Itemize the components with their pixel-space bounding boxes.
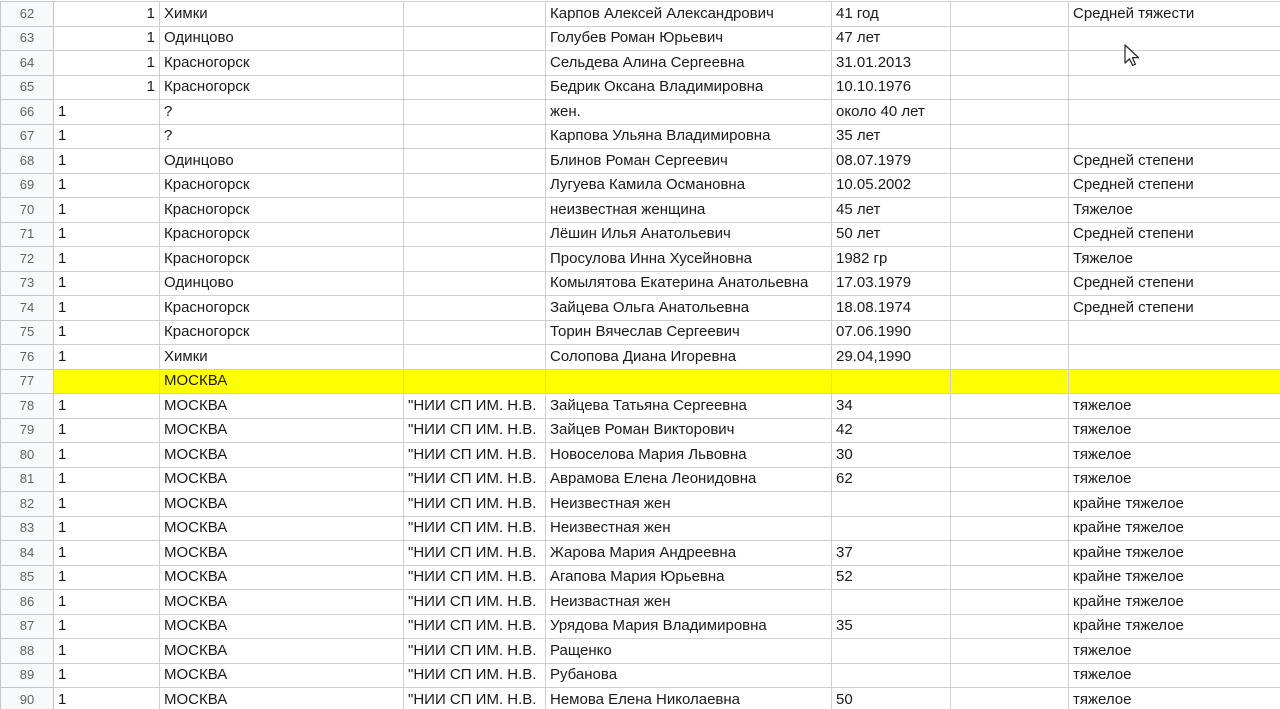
city-cell[interactable]: ? (160, 100, 404, 125)
row-number[interactable]: 74 (1, 296, 54, 321)
count-cell[interactable]: 1 (54, 443, 160, 468)
severity-cell[interactable] (1069, 345, 1280, 370)
patient-name-cell[interactable]: Лёшин Илья Анатольевич (546, 222, 832, 247)
organization-cell[interactable]: "НИИ СП ИМ. Н.В. (404, 492, 546, 517)
table-row (1, 124, 1280, 149)
table-row (1, 541, 1280, 566)
empty-cell[interactable] (951, 247, 1069, 272)
city-cell[interactable]: МОСКВА (160, 639, 404, 664)
row-number[interactable]: 80 (1, 443, 54, 468)
table-row (1, 51, 1280, 76)
count-cell[interactable]: 1 (54, 198, 160, 223)
patient-name-cell[interactable]: Комылятова Екатерина Анатольевна (546, 271, 832, 296)
organization-cell[interactable]: "НИИ СП ИМ. Н.В. (404, 565, 546, 590)
table-body (1, 2, 1280, 709)
city-cell[interactable]: Одинцово (160, 149, 404, 174)
patient-name-cell[interactable]: Сельдева Алина Сергеевна (546, 51, 832, 76)
patient-name-cell[interactable]: Ращенко (546, 639, 832, 664)
patient-name-cell[interactable]: Урядова Мария Владимировна (546, 614, 832, 639)
empty-cell[interactable] (951, 394, 1069, 419)
age-cell[interactable]: 47 лет (832, 26, 951, 51)
table-row (1, 688, 1280, 709)
organization-cell[interactable]: "НИИ СП ИМ. Н.В. (404, 663, 546, 688)
empty-cell[interactable] (951, 75, 1069, 100)
table-row (1, 492, 1280, 517)
count-cell[interactable]: 1 (54, 467, 160, 492)
row-number[interactable]: 69 (1, 173, 54, 198)
patient-name-cell[interactable]: неизвестная женщина (546, 198, 832, 223)
organization-cell[interactable] (404, 75, 546, 100)
table-row (1, 639, 1280, 664)
empty-cell[interactable] (951, 614, 1069, 639)
count-cell[interactable]: 1 (54, 247, 160, 272)
age-cell[interactable]: 30 (832, 443, 951, 468)
count-cell[interactable]: 1 (54, 639, 160, 664)
row-number[interactable]: 64 (1, 51, 54, 76)
severity-cell[interactable]: Средней степени (1069, 222, 1280, 247)
count-cell[interactable]: 1 (54, 541, 160, 566)
empty-cell[interactable] (951, 663, 1069, 688)
age-cell[interactable]: 17.03.1979 (832, 271, 951, 296)
severity-cell[interactable] (1069, 51, 1280, 76)
city-cell[interactable]: МОСКВА (160, 590, 404, 615)
count-cell[interactable]: 1 (54, 222, 160, 247)
row-number[interactable]: 72 (1, 247, 54, 272)
patient-name-cell[interactable]: Зайцева Ольга Анатольевна (546, 296, 832, 321)
count-cell[interactable]: 1 (54, 271, 160, 296)
age-cell[interactable]: 42 (832, 418, 951, 443)
patient-name-cell[interactable]: Неизвестная жен (546, 492, 832, 517)
count-cell[interactable]: 1 (54, 492, 160, 517)
empty-cell[interactable] (951, 100, 1069, 125)
city-cell[interactable]: Красногорск (160, 198, 404, 223)
patient-name-cell[interactable]: Неизвастная жен (546, 590, 832, 615)
row-number[interactable]: 79 (1, 418, 54, 443)
row-number[interactable]: 65 (1, 75, 54, 100)
organization-cell[interactable] (404, 222, 546, 247)
patient-name-cell[interactable]: Торин Вячеслав Сергеевич (546, 320, 832, 345)
severity-cell[interactable]: Тяжелое (1069, 198, 1280, 223)
data-table (0, 1, 1280, 709)
table-row (1, 100, 1280, 125)
patient-name-cell[interactable]: Агапова Мария Юрьевна (546, 565, 832, 590)
mouse-pointer-icon (1123, 44, 1141, 68)
patient-name-cell[interactable]: Голубев Роман Юрьевич (546, 26, 832, 51)
empty-cell[interactable] (951, 443, 1069, 468)
severity-cell[interactable]: Средней тяжести (1069, 2, 1280, 27)
count-cell[interactable]: 1 (54, 51, 160, 76)
row-number[interactable]: 76 (1, 345, 54, 370)
age-cell[interactable]: 50 (832, 688, 951, 709)
row-number[interactable]: 86 (1, 590, 54, 615)
organization-cell[interactable]: "НИИ СП ИМ. Н.В. (404, 516, 546, 541)
severity-cell[interactable] (1069, 26, 1280, 51)
age-cell[interactable] (832, 516, 951, 541)
age-cell[interactable] (832, 492, 951, 517)
city-cell[interactable]: МОСКВА (160, 492, 404, 517)
table-row (1, 173, 1280, 198)
count-cell[interactable]: 1 (54, 124, 160, 149)
organization-cell[interactable]: "НИИ СП ИМ. Н.В. (404, 467, 546, 492)
patient-name-cell[interactable] (546, 369, 832, 394)
city-cell[interactable]: ? (160, 124, 404, 149)
row-number[interactable]: 66 (1, 100, 54, 125)
severity-cell[interactable]: тяжелое (1069, 688, 1280, 709)
patient-name-cell[interactable]: Солопова Диана Игоревна (546, 345, 832, 370)
count-cell[interactable]: 1 (54, 320, 160, 345)
empty-cell[interactable] (951, 149, 1069, 174)
patient-name-cell[interactable]: Карпова Ульяна Владимировна (546, 124, 832, 149)
organization-cell[interactable] (404, 100, 546, 125)
organization-cell[interactable] (404, 149, 546, 174)
age-cell[interactable]: 45 лет (832, 198, 951, 223)
patient-name-cell[interactable]: Рубанова (546, 663, 832, 688)
table-row (1, 2, 1280, 27)
count-cell[interactable]: 1 (54, 75, 160, 100)
city-cell[interactable]: МОСКВА (160, 467, 404, 492)
count-cell[interactable]: 1 (54, 2, 160, 27)
age-cell[interactable] (832, 369, 951, 394)
city-cell[interactable]: МОСКВА (160, 394, 404, 419)
age-cell[interactable]: 31.01.2013 (832, 51, 951, 76)
age-cell[interactable]: 08.07.1979 (832, 149, 951, 174)
age-cell[interactable]: 62 (832, 467, 951, 492)
severity-cell[interactable] (1069, 100, 1280, 125)
age-cell[interactable]: 37 (832, 541, 951, 566)
organization-cell[interactable]: "НИИ СП ИМ. Н.В. (404, 639, 546, 664)
empty-cell[interactable] (951, 271, 1069, 296)
count-cell[interactable]: 1 (54, 173, 160, 198)
age-cell[interactable]: 35 лет (832, 124, 951, 149)
count-cell[interactable]: 1 (54, 345, 160, 370)
count-cell[interactable]: 1 (54, 565, 160, 590)
count-cell[interactable]: 1 (54, 590, 160, 615)
table-row (1, 467, 1280, 492)
city-cell[interactable]: Красногорск (160, 51, 404, 76)
severity-cell[interactable]: крайне тяжелое (1069, 565, 1280, 590)
empty-cell[interactable] (951, 565, 1069, 590)
severity-cell[interactable]: Средней степени (1069, 149, 1280, 174)
severity-cell[interactable]: крайне тяжелое (1069, 614, 1280, 639)
organization-cell[interactable] (404, 173, 546, 198)
organization-cell[interactable] (404, 345, 546, 370)
empty-cell[interactable] (951, 296, 1069, 321)
age-cell[interactable]: 1982 гр (832, 247, 951, 272)
organization-cell[interactable]: "НИИ СП ИМ. Н.В. (404, 394, 546, 419)
table-row (1, 271, 1280, 296)
patient-name-cell[interactable]: Неизвестная жен (546, 516, 832, 541)
age-cell[interactable]: 35 (832, 614, 951, 639)
table-row (1, 198, 1280, 223)
age-cell[interactable]: 07.06.1990 (832, 320, 951, 345)
city-cell[interactable]: Красногорск (160, 320, 404, 345)
age-cell[interactable]: около 40 лет (832, 100, 951, 125)
severity-cell[interactable]: тяжелое (1069, 639, 1280, 664)
empty-cell[interactable] (951, 320, 1069, 345)
table-row (1, 75, 1280, 100)
organization-cell[interactable]: "НИИ СП ИМ. Н.В. (404, 443, 546, 468)
patient-name-cell[interactable]: Блинов Роман Сергеевич (546, 149, 832, 174)
age-cell[interactable]: 50 лет (832, 222, 951, 247)
organization-cell[interactable] (404, 296, 546, 321)
table-row (1, 516, 1280, 541)
row-number[interactable]: 63 (1, 26, 54, 51)
city-cell[interactable]: МОСКВА (160, 418, 404, 443)
age-cell[interactable]: 29.04,1990 (832, 345, 951, 370)
severity-cell[interactable] (1069, 369, 1280, 394)
patient-name-cell[interactable]: Аврамова Елена Леонидовна (546, 467, 832, 492)
age-cell[interactable]: 34 (832, 394, 951, 419)
empty-cell[interactable] (951, 639, 1069, 664)
row-number[interactable]: 84 (1, 541, 54, 566)
severity-cell[interactable]: тяжелое (1069, 467, 1280, 492)
row-number[interactable]: 67 (1, 124, 54, 149)
row-number[interactable]: 78 (1, 394, 54, 419)
table-row (1, 443, 1280, 468)
table-row (1, 418, 1280, 443)
severity-cell[interactable]: Тяжелое (1069, 247, 1280, 272)
age-cell[interactable]: 18.08.1974 (832, 296, 951, 321)
row-number[interactable]: 85 (1, 565, 54, 590)
patient-name-cell[interactable]: Карпов Алексей Александрович (546, 2, 832, 27)
row-number[interactable]: 70 (1, 198, 54, 223)
table-row (1, 345, 1280, 370)
table-row (1, 222, 1280, 247)
age-cell[interactable] (832, 639, 951, 664)
empty-cell[interactable] (951, 173, 1069, 198)
organization-cell[interactable]: "НИИ СП ИМ. Н.В. (404, 688, 546, 709)
organization-cell[interactable] (404, 369, 546, 394)
city-cell[interactable]: МОСКВА (160, 516, 404, 541)
city-cell[interactable]: Красногорск (160, 222, 404, 247)
table-row (1, 149, 1280, 174)
organization-cell[interactable] (404, 320, 546, 345)
count-cell[interactable]: 1 (54, 418, 160, 443)
table-row (1, 590, 1280, 615)
empty-cell[interactable] (951, 541, 1069, 566)
severity-cell[interactable]: Средней степени (1069, 296, 1280, 321)
city-cell[interactable]: МОСКВА (160, 443, 404, 468)
severity-cell[interactable]: тяжелое (1069, 443, 1280, 468)
empty-cell[interactable] (951, 124, 1069, 149)
row-number[interactable]: 71 (1, 222, 54, 247)
age-cell[interactable] (832, 663, 951, 688)
patient-name-cell[interactable]: Жарова Мария Андреевна (546, 541, 832, 566)
empty-cell[interactable] (951, 516, 1069, 541)
table-row (1, 26, 1280, 51)
empty-cell[interactable] (951, 369, 1069, 394)
table-row (1, 296, 1280, 321)
age-cell[interactable]: 52 (832, 565, 951, 590)
organization-cell[interactable] (404, 271, 546, 296)
severity-cell[interactable] (1069, 124, 1280, 149)
patient-name-cell[interactable]: Бедрик Оксана Владимировна (546, 75, 832, 100)
city-cell[interactable]: МОСКВА (160, 688, 404, 709)
patient-name-cell[interactable]: Зайцев Роман Викторович (546, 418, 832, 443)
organization-cell[interactable]: "НИИ СП ИМ. Н.В. (404, 418, 546, 443)
severity-cell[interactable]: крайне тяжелое (1069, 516, 1280, 541)
severity-cell[interactable]: Средней степени (1069, 173, 1280, 198)
count-cell[interactable]: 1 (54, 516, 160, 541)
severity-cell[interactable] (1069, 320, 1280, 345)
empty-cell[interactable] (951, 345, 1069, 370)
city-cell[interactable]: Одинцово (160, 26, 404, 51)
table-row (1, 663, 1280, 688)
empty-cell[interactable] (951, 688, 1069, 709)
severity-cell[interactable]: крайне тяжелое (1069, 492, 1280, 517)
patient-name-cell[interactable]: Зайцева Татьяна Сергеевна (546, 394, 832, 419)
row-number[interactable]: 73 (1, 271, 54, 296)
count-cell[interactable]: 1 (54, 149, 160, 174)
severity-cell[interactable] (1069, 75, 1280, 100)
row-number[interactable]: 75 (1, 320, 54, 345)
organization-cell[interactable] (404, 247, 546, 272)
table-row (1, 320, 1280, 345)
row-number[interactable]: 81 (1, 467, 54, 492)
count-cell[interactable]: 1 (54, 394, 160, 419)
city-cell[interactable]: МОСКВА (160, 614, 404, 639)
row-number[interactable]: 90 (1, 688, 54, 709)
age-cell[interactable]: 10.05.2002 (832, 173, 951, 198)
organization-cell[interactable]: "НИИ СП ИМ. Н.В. (404, 590, 546, 615)
row-number[interactable]: 83 (1, 516, 54, 541)
city-cell[interactable]: Одинцово (160, 271, 404, 296)
city-cell[interactable]: МОСКВА (160, 565, 404, 590)
organization-cell[interactable] (404, 51, 546, 76)
patient-name-cell[interactable]: Новоселова Мария Львовна (546, 443, 832, 468)
row-number[interactable]: 62 (1, 2, 54, 27)
row-number[interactable]: 89 (1, 663, 54, 688)
count-cell[interactable]: 1 (54, 100, 160, 125)
organization-cell[interactable] (404, 198, 546, 223)
table-row (1, 565, 1280, 590)
patient-name-cell[interactable]: жен. (546, 100, 832, 125)
patient-name-cell[interactable]: Лугуева Камила Османовна (546, 173, 832, 198)
organization-cell[interactable] (404, 26, 546, 51)
empty-cell[interactable] (951, 51, 1069, 76)
empty-cell[interactable] (951, 222, 1069, 247)
empty-cell[interactable] (951, 2, 1069, 27)
organization-cell[interactable] (404, 124, 546, 149)
severity-cell[interactable]: крайне тяжелое (1069, 541, 1280, 566)
city-cell[interactable]: МОСКВА (160, 369, 404, 394)
table-row (1, 247, 1280, 272)
age-cell[interactable]: 10.10.1976 (832, 75, 951, 100)
organization-cell[interactable] (404, 2, 546, 27)
city-cell[interactable]: Красногорск (160, 247, 404, 272)
count-cell[interactable]: 1 (54, 688, 160, 709)
severity-cell[interactable]: тяжелое (1069, 418, 1280, 443)
city-cell[interactable]: Красногорск (160, 173, 404, 198)
table-row (1, 394, 1280, 419)
empty-cell[interactable] (951, 590, 1069, 615)
empty-cell[interactable] (951, 198, 1069, 223)
count-cell[interactable] (54, 369, 160, 394)
age-cell[interactable]: 41 год (832, 2, 951, 27)
city-cell[interactable]: Химки (160, 345, 404, 370)
severity-cell[interactable]: крайне тяжелое (1069, 590, 1280, 615)
city-cell[interactable]: МОСКВА (160, 663, 404, 688)
count-cell[interactable]: 1 (54, 663, 160, 688)
row-number[interactable]: 68 (1, 149, 54, 174)
count-cell[interactable]: 1 (54, 26, 160, 51)
organization-cell[interactable]: "НИИ СП ИМ. Н.В. (404, 541, 546, 566)
empty-cell[interactable] (951, 492, 1069, 517)
count-cell[interactable]: 1 (54, 614, 160, 639)
row-number[interactable]: 88 (1, 639, 54, 664)
severity-cell[interactable]: тяжелое (1069, 663, 1280, 688)
city-cell[interactable]: Красногорск (160, 75, 404, 100)
severity-cell[interactable]: Средней степени (1069, 271, 1280, 296)
age-cell[interactable] (832, 590, 951, 615)
row-number[interactable]: 77 (1, 369, 54, 394)
row-number[interactable]: 82 (1, 492, 54, 517)
severity-cell[interactable]: тяжелое (1069, 394, 1280, 419)
empty-cell[interactable] (951, 467, 1069, 492)
city-cell[interactable]: Красногорск (160, 296, 404, 321)
table-row (1, 614, 1280, 639)
count-cell[interactable]: 1 (54, 296, 160, 321)
organization-cell[interactable]: "НИИ СП ИМ. Н.В. (404, 614, 546, 639)
patient-name-cell[interactable]: Немова Елена Николаевна (546, 688, 832, 709)
table-row (1, 369, 1280, 394)
patient-name-cell[interactable]: Просулова Инна Хусейновна (546, 247, 832, 272)
city-cell[interactable]: Химки (160, 2, 404, 27)
row-number[interactable]: 87 (1, 614, 54, 639)
city-cell[interactable]: МОСКВА (160, 541, 404, 566)
empty-cell[interactable] (951, 26, 1069, 51)
empty-cell[interactable] (951, 418, 1069, 443)
